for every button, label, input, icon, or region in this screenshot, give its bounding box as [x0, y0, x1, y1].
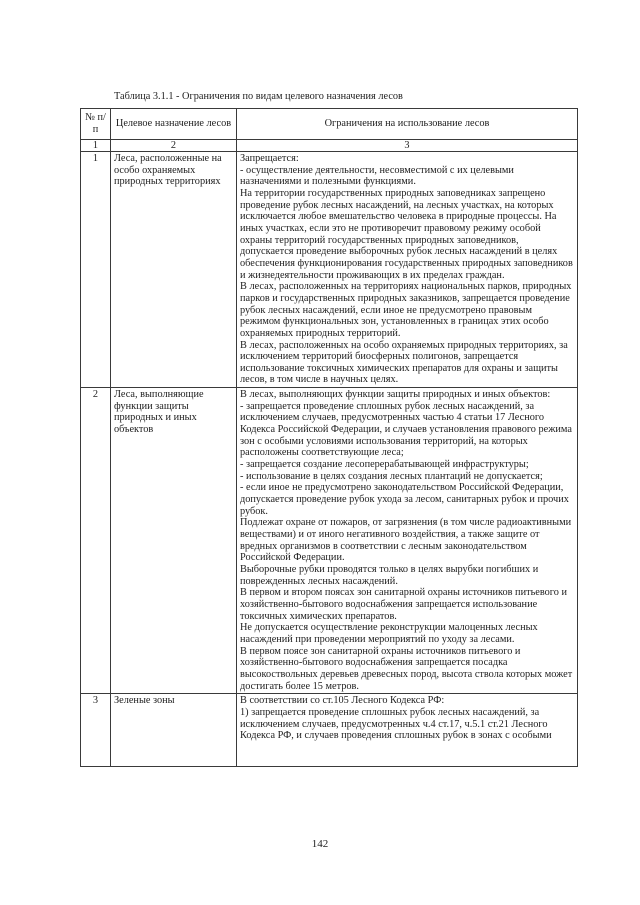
- restriction-paragraph: Подлежат охране от пожаров, от загрязнения (в том числе радиоактивными веществами) и от иного негативного воздействия, а также защите от вредных организмов в соответствии с лесным законодательством Российской Федерации.: [240, 517, 572, 564]
- table-row: [81, 388, 578, 694]
- header-number: № п/п: [81, 109, 111, 140]
- forest-purpose: Зеленые зоны: [111, 694, 237, 767]
- table-header-row: [81, 109, 578, 140]
- table-row: [81, 694, 578, 767]
- forest-purpose: Леса, выполняющие функции защиты природных и иных объектов: [111, 388, 237, 694]
- restriction-paragraph: - запрещается проведение сплошных рубок лесных насаждений, за исключением случаев, предусмотренных частью 4 статьи 17 Лесного Кодекса Российской Федерации, и случаев установления правового режима зон с особыми условиями использования территорий, на которых расположены соответствующие леса;: [240, 400, 572, 459]
- restriction-paragraph: - осуществление деятельности, несовместимой с их целевыми назначениями и полезными функциями.: [240, 164, 514, 188]
- row-number: 3: [81, 694, 111, 767]
- forest-purpose: Леса, расположенные на особо охраняемых природных территориях: [111, 152, 237, 388]
- restriction-paragraph: В лесах, расположенных на особо охраняемых природных территориях, за исключением территорий биосферных полигонов, запрещается использование токсичных химических препаратов для охраны и защиты лесов, в том числе в научных целях.: [240, 339, 568, 386]
- restrictions-cell: [237, 694, 578, 767]
- restriction-paragraph: - использование в целях создания лесных плантаций не допускается;: [240, 470, 543, 482]
- row-number: 2: [81, 388, 111, 694]
- restrictions-table: [80, 108, 578, 767]
- restriction-paragraph: В соответствии со ст.105 Лесного Кодекса РФ:: [240, 695, 445, 707]
- header-purpose: Целевое назначение лесов: [111, 109, 237, 140]
- row-number: 1: [81, 152, 111, 388]
- column-number-1: 1: [81, 140, 111, 152]
- restriction-paragraph: Не допускается осуществление реконструкции малоценных лесных насаждений при проведении мероприятий по уходу за лесами.: [240, 622, 538, 645]
- restriction-paragraph: 1) запрещается проведение сплошных рубок лесных насаждений, за исключением случаев, предусмотренных ч.4 ст.17, ч.5.1 ст.21 Лесного Кодекса РФ, и случаев проведения сплошных рубок в зонах с особыми: [240, 706, 552, 742]
- restriction-paragraph: В лесах, выполняющих функции защиты природных и иных объектов:: [240, 389, 551, 401]
- restriction-paragraph: В лесах, расположенных на территориях национальных парков, природных парков и государственных природных заказников, запрещается проведение рубок лесных насаждений, если иное не предусмотрено правовым режимом функциональных зон, установленных в границах этих особо охраняемых природных территорий.: [240, 281, 572, 339]
- restriction-paragraph: - запрещается создание лесоперерабатывающей инфраструктуры;: [240, 459, 529, 471]
- restriction-paragraph: - если иное не предусмотрено законодательством Российской Федерации, допускается проведение рубок ухода за лесом, санитарных рубок и прочих рубок.: [240, 482, 569, 517]
- restriction-paragraph: В первом поясе зон санитарной охраны источников питьевого и хозяйственно-бытового водоснабжения запрещается посадка высокоствольных деревьев древесных пород, высота ствола которых может достигать более 15 метров.: [240, 645, 573, 692]
- restriction-paragraph: Выборочные рубки проводятся только в целях вырубки погибших и поврежденных лесных насаждений.: [240, 563, 539, 587]
- column-number-2: 2: [111, 140, 237, 152]
- table-row: [81, 152, 578, 388]
- table-caption: Таблица 3.1.1 - Ограничения по видам целевого назначения лесов: [114, 91, 403, 102]
- column-number-row: [81, 140, 578, 152]
- column-number-3: 3: [237, 140, 578, 152]
- restrictions-cell: [237, 152, 578, 388]
- restrictions-cell: [237, 388, 578, 694]
- restriction-paragraph: Запрещается:: [240, 153, 299, 164]
- restriction-paragraph: В первом и втором поясах зон санитарной охраны источников питьевого и хозяйственно-бытового водоснабжения запрещается использование токсичных химических препаратов.: [240, 587, 567, 622]
- page-number: 142: [311, 838, 329, 850]
- restriction-paragraph: На территории государственных природных заповедниках запрещено проведение рубок лесных насаждений, на лесных участках, на которых исключается любое вмешательство человека в природные процессы. На иных участках, если это не противоречит правовому режиму особой охраны территорий государственных природных заповедников, допускается проведение выборочных рубок лесных насаждений в целях обеспечения функционирования государственных природных заповедников и жизнедеятельности проживающих в их пределах граждан.: [240, 187, 573, 281]
- header-restrictions: Ограничения на использование лесов: [237, 109, 578, 140]
